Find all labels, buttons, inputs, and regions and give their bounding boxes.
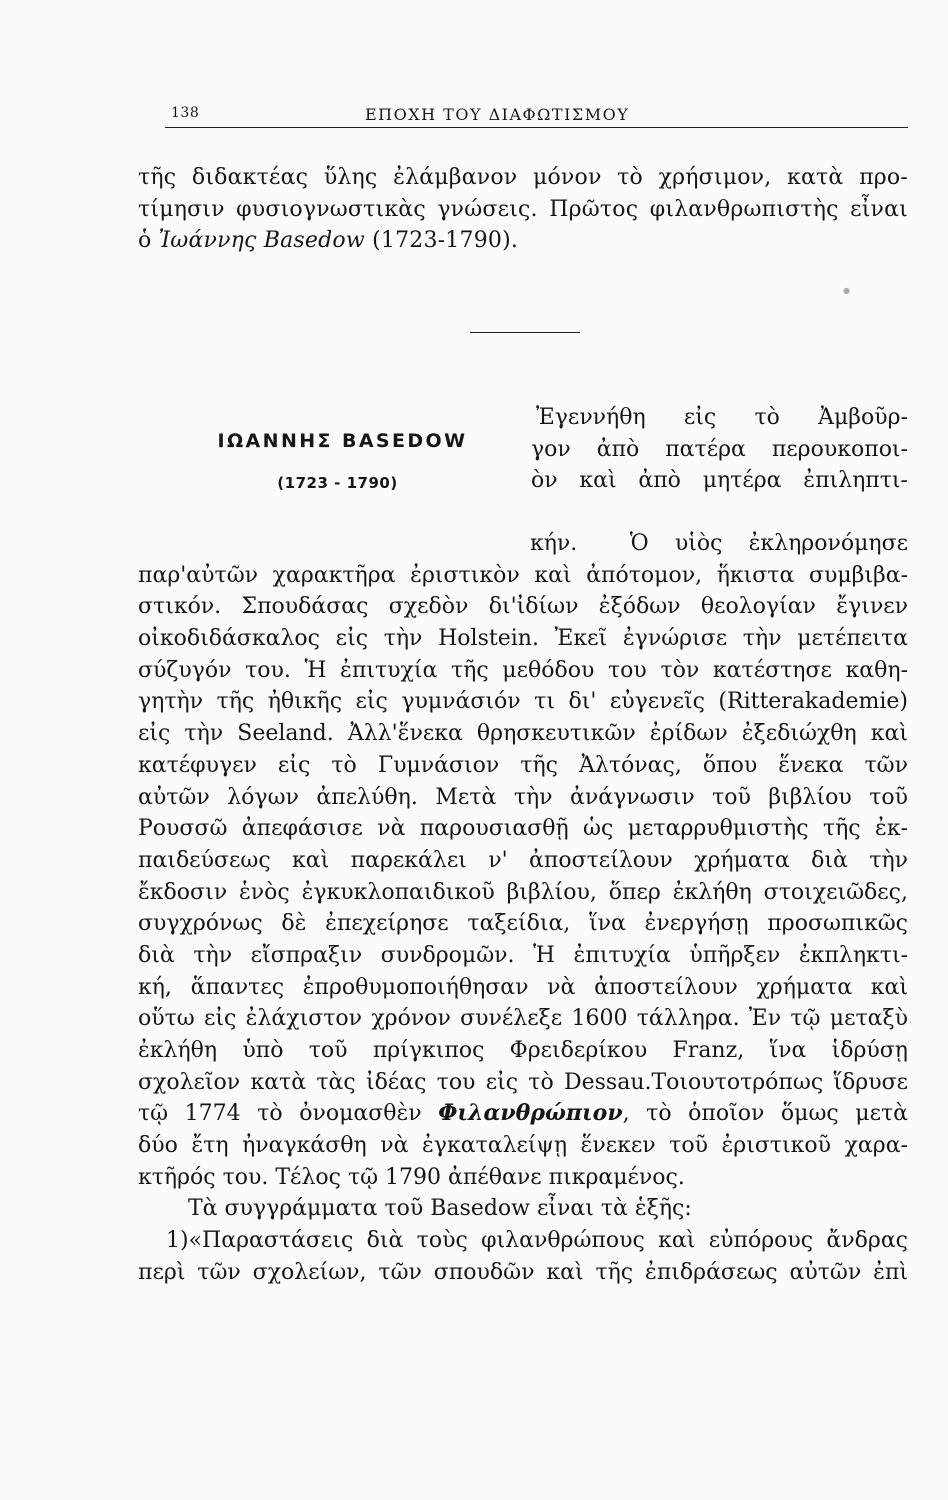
text-line: οὕτω εἰς ἐλάχιστον χρόνον συνέλεξε 1600 τάλληρα. Ἐν τῷ μεταξὺ (138, 1006, 908, 1032)
intro-paragraph (138, 162, 908, 257)
text-line: ὸν καὶ ἀπὸ μητέρα ἐπιληπτι- (531, 468, 908, 494)
biography-text (138, 528, 908, 1289)
text-line: ἔκδοσιν ἑνὸς ἐγκυκλοπαιδικοῦ βιβλίου, ὅπερ ἐκλήθη στοιχειῶδες, (138, 879, 908, 905)
text-line: τίμησιν φυσιογνωστικὰς γνώσεις. Πρῶτος φιλανθρωπιστὴς εἶναι (138, 196, 908, 222)
text-line (138, 528, 908, 560)
text-fragment: τῷ 1774 τὸ ὀνομασθὲν (138, 1101, 439, 1127)
text-line: Ἐγεννήθη εἰς τὸ Ἀμβοῦρ- (536, 405, 908, 430)
text-line: κτῆρός του. Τέλος τῷ 1790 ἀπέθανε πικραμένος. (138, 1164, 685, 1190)
text-line: Τὰ συγγράμματα τοῦ Basedow εἶναι τὰ ἑξῆς: (188, 1196, 692, 1222)
text-line: παρ'αὐτῶν χαρακτῆρα ἐριστικὸν καὶ ἀπότομον, ἥκιστα συμβιβα- (138, 562, 908, 588)
wrapped-opening (531, 402, 908, 497)
text-fragment: (1723-1790). (364, 228, 519, 254)
text-line (138, 225, 908, 257)
text-line: σχολεῖον κατὰ τὰς ἰδέας του εἰς τὸ Dessau.Τοιουτοτρόπως ἵδρυσε (138, 1069, 908, 1095)
side-heading-name: ΙΩΑΝΝΗΣ BASEDOW (217, 430, 468, 452)
text-line: τῆς διδακτέας ὕλης ἐλάμβανον μόνον τὸ χρήσιμον, κατὰ προ- (138, 165, 908, 190)
text-line: οἰκοδιδάσκαλος εἰς τὴν Holstein. Ἐκεῖ ἐγνώρισε τὴν μετέπειτα (138, 626, 908, 652)
text-line: εἰς τὴν Seeland. Ἀλλ'ἕνεκα θρησκευτικῶν ἐρίδων ἐξεδιώχθη καὶ (138, 721, 908, 747)
text-fragment: ὁ (138, 228, 159, 254)
text-line: Ρουσσῶ ἀπεφάσισε νὰ παρουσιασθῇ ὡς μεταρρυθμιστὴς τῆς ἐκ- (138, 816, 908, 842)
text-line: σύζυγόν του. Ἡ ἐπιτυχία τῆς μεθόδου του τὸν κατέστησε καθη- (138, 657, 908, 683)
text-line: κή, ἅπαντες ἐπροθυμοποιήθησαν νὰ ἀποστείλουν χρήματα καὶ (138, 974, 908, 1000)
text-fragment: Ὁ υἱὸς ἐκληρονόμησε (629, 531, 908, 556)
section-divider (470, 332, 580, 333)
text-line: 1)«Παραστάσεις διὰ τοὺς φιλανθρώπους καὶ εὐπόρους ἄνδρας (166, 1228, 908, 1254)
person-name: Ἰωάννης Basedow (158, 228, 365, 254)
text-line (138, 1098, 908, 1130)
running-header (165, 103, 908, 128)
running-title: ΕΠΟΧΗ ΤΟΥ ΔΙΑΦΩΤΙΣΜΟΥ (365, 105, 630, 124)
text-line: στικόν. Σπουδάσας σχεδὸν δι'ἰδίων ἐξόδων θεολογίαν ἔγινεν (138, 594, 908, 620)
text-line: συγχρόνως δὲ ἐπεχείρησε ταξείδια, ἵνα ἐνεργήσῃ προσωπικῶς (138, 911, 908, 937)
text-line: κατέφυγεν εἰς τὸ Γυμνάσιον τῆς Ἀλτόνας, ὅπου ἕνεκα τῶν (138, 752, 908, 778)
speck-mark: ● (843, 286, 850, 295)
text-line: δύο ἔτη ἠναγκάσθη νὰ ἐγκαταλείψῃ ἕνεκεν τοῦ ἐριστικοῦ χαρα- (138, 1133, 908, 1159)
text-line: αὐτῶν λόγων ἀπελύθη. Μετὰ τὴν ἀνάγνωσιν τοῦ βιβλίου τοῦ (138, 784, 908, 810)
text-fragment (577, 531, 629, 556)
text-line: περὶ τῶν σχολείων, τῶν σπουδῶν καὶ τῆς ἐπιδράσεως αὐτῶν ἐπὶ (138, 1259, 908, 1285)
side-heading (130, 430, 515, 492)
text-fragment: , τὸ ὁποῖον ὅμως μετὰ (622, 1101, 908, 1127)
page-number: 138 (171, 105, 200, 121)
institution-name: Φιλανθρώπιον (438, 1100, 623, 1127)
text-fragment: κήν. (530, 531, 578, 556)
text-line: ἐκλήθη ὑπὸ τοῦ πρίγκιπος Φρειδερίκου Franz, ἵνα ἱδρύσῃ (138, 1038, 908, 1063)
text-line: παιδεύσεως καὶ παρεκάλει ν' ἀποστείλουν χρήματα διὰ τὴν (138, 847, 908, 873)
text-line: γητὴν τῆς ἠθικῆς εἰς γυμνάσιόν τι δι' εὐγενεῖς (Ritterakademie) (138, 689, 908, 715)
side-heading-dates: (1723 - 1790) (277, 474, 398, 492)
text-line: διὰ τὴν εἴσπραξιν συνδρομῶν. Ἡ ἐπιτυχία ὑπῆρξεν ἐκπληκτι- (138, 942, 908, 968)
text-line: γον ἀπὸ πατέρα περουκοποι- (531, 436, 908, 462)
